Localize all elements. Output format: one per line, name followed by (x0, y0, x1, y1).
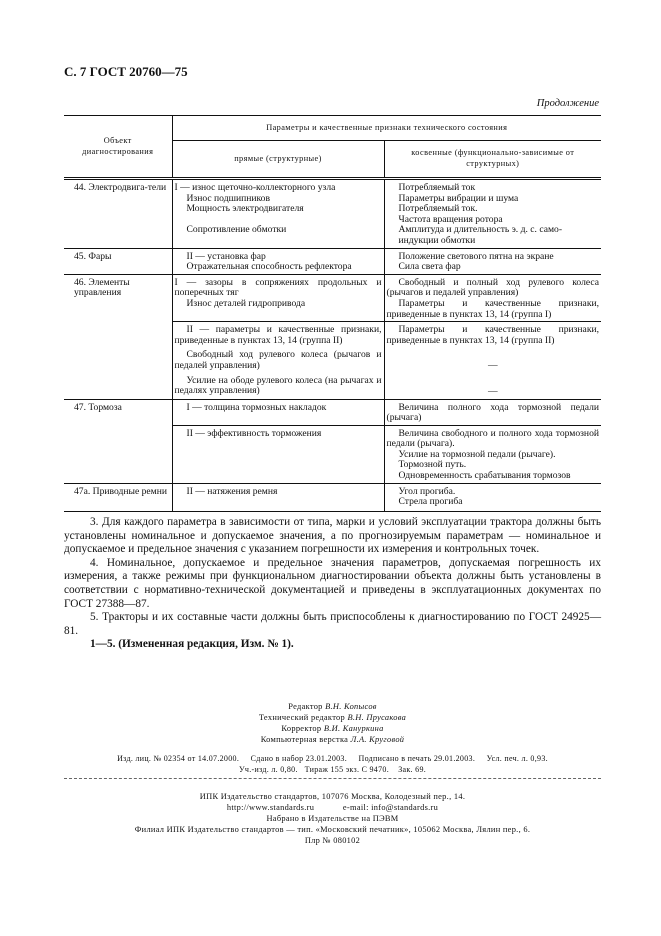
paragraph-4: 4. Номинальное, допускаемое и предельное значения параметров, допускаемая погрешность их измерения, а также режимы при функциональном диагностировании объекта должны быть установлены в соответствии с нормативно-технической документацией и приведены в эксплуатационных документах по ГОСТ 27388—87. (64, 556, 601, 610)
corrector-line: Корректор В.И. Кануркина (281, 724, 384, 733)
row-indirect: Свободный и полный ход рулевого колеса (рычагов и педалей управления) Параметры и качественные признаки, приведенные в пунктах 13, 14 (группа I) (384, 274, 601, 321)
print-details-1: Изд. лиц. № 02354 от 14.07.2000. Сдано в набор 23.01.2003. Подписано в печать 29.01.2003. Усл. печ. л. 0,93. (117, 754, 548, 763)
table-row (64, 483, 601, 511)
row-direct: I — зазоры в сопряжениях продольных и поперечных тяг Износ деталей гидропривода (172, 274, 384, 321)
row-indirect: Величина свободного и полного хода тормозной педали (рычага). Усилие на тормозной педали (рычаге). Тормозной путь. Одновременность срабатывания тормозов (384, 425, 601, 483)
row-indirect: Положение светового пятна на экране Сила света фар (384, 248, 601, 274)
layout-line: Компьютерная верстка Л.А. Круговой (260, 735, 405, 744)
header-object: Объект диагностирования (64, 116, 172, 179)
row-object: 44. Электродвига-тели (64, 179, 172, 249)
divider (64, 778, 601, 779)
printer-line: Филиал ИПК Издательство стандартов — тип. «Московский печатник», 105062 Москва, Лялин пер., 6. (134, 825, 531, 834)
editor-line: Редактор В.Н. Копысов (288, 702, 377, 711)
body-text (64, 516, 601, 652)
header-direct: прямые (структурные) (172, 141, 384, 179)
tech-editor-line: Технический редактор В.Н. Прусакова (258, 713, 407, 722)
amendment-note: 1—5. (Измененная редакция, Изм. № 1). (90, 638, 294, 651)
row-direct: II — эффективность торможения (172, 425, 384, 483)
header-params: Параметры и качественные признаки технического состояния (172, 116, 601, 141)
row-indirect: Параметры и качественные признаки, приведенные в пунктах 13, 14 (группа II) — — (384, 322, 601, 399)
row-object: 45. Фары (64, 248, 172, 274)
row-object: 46. Элементы управления (64, 274, 172, 399)
table-row (64, 399, 601, 425)
row-direct: II — параметры и качественные признаки, приведенные в пунктах 13, 14 (группа II) Свободный ход рулевого колеса (рычагов и педалей управления) Усилие на ободе рулевого колеса (на рычагах и педалях управления) (172, 322, 384, 399)
row-indirect: Потребляемый ток Параметры вибрации и шума Потребляемый ток. Частота вращения ротора Амплитуда и длительность э. д. с. само-индукции обмотки (384, 179, 601, 249)
row-indirect: Величина полного хода тормозной педали (рычага) (384, 399, 601, 425)
row-direct: I — износ щеточно-коллекторного узла Износ подшипников Мощность электродвигателя Сопротивление обмотки (172, 179, 384, 249)
license-line: Плр № 080102 (304, 836, 361, 845)
paragraph-3: 3. Для каждого параметра в зависимости от типа, марки и условий эксплуатации трактора должны быть установлены номинальное и допускаемое значения, а по прогнозируемым параметрам — номинальное и допускаемое и предельное значения с указанием погрешности их измерения и контрольных точек. (64, 516, 601, 556)
table-row (64, 248, 601, 274)
row-direct: II — натяжения ремня (172, 483, 384, 511)
publisher-line: ИПК Издательство стандартов, 107076 Москва, Колодезный пер., 14. (199, 792, 466, 801)
continuation-label: Продолжение (536, 98, 599, 109)
typeset-line: Набрано в Издательстве на ПЭВМ (266, 814, 399, 823)
paragraph-5: 5. Тракторы и их составные части должны быть приспособлены к диагностированию по ГОСТ 24925—81. (64, 611, 601, 637)
table-row (64, 179, 601, 249)
row-direct: I — толщина тормозных накладок (172, 399, 384, 425)
row-object: 47. Тормоза (64, 399, 172, 483)
page-header: С. 7 ГОСТ 20760—75 (64, 64, 188, 79)
header-indirect: косвенные (функционально-зависимые от структурных) (384, 141, 601, 179)
publisher-contacts: http://www.standards.ru e-mail: info@standards.ru (226, 803, 439, 812)
row-indirect: Угол прогиба. Стрела прогиба (384, 483, 601, 511)
diagnostics-table (64, 115, 601, 512)
table-row (64, 274, 601, 321)
print-details-2: Уч.-изд. л. 0,80. Тираж 155 экз. С 9470. Зак. 69. (238, 765, 427, 774)
row-direct: II — установка фар Отражательная способность рефлектора (172, 248, 384, 274)
row-object: 47а. Приводные ремни (64, 483, 172, 511)
